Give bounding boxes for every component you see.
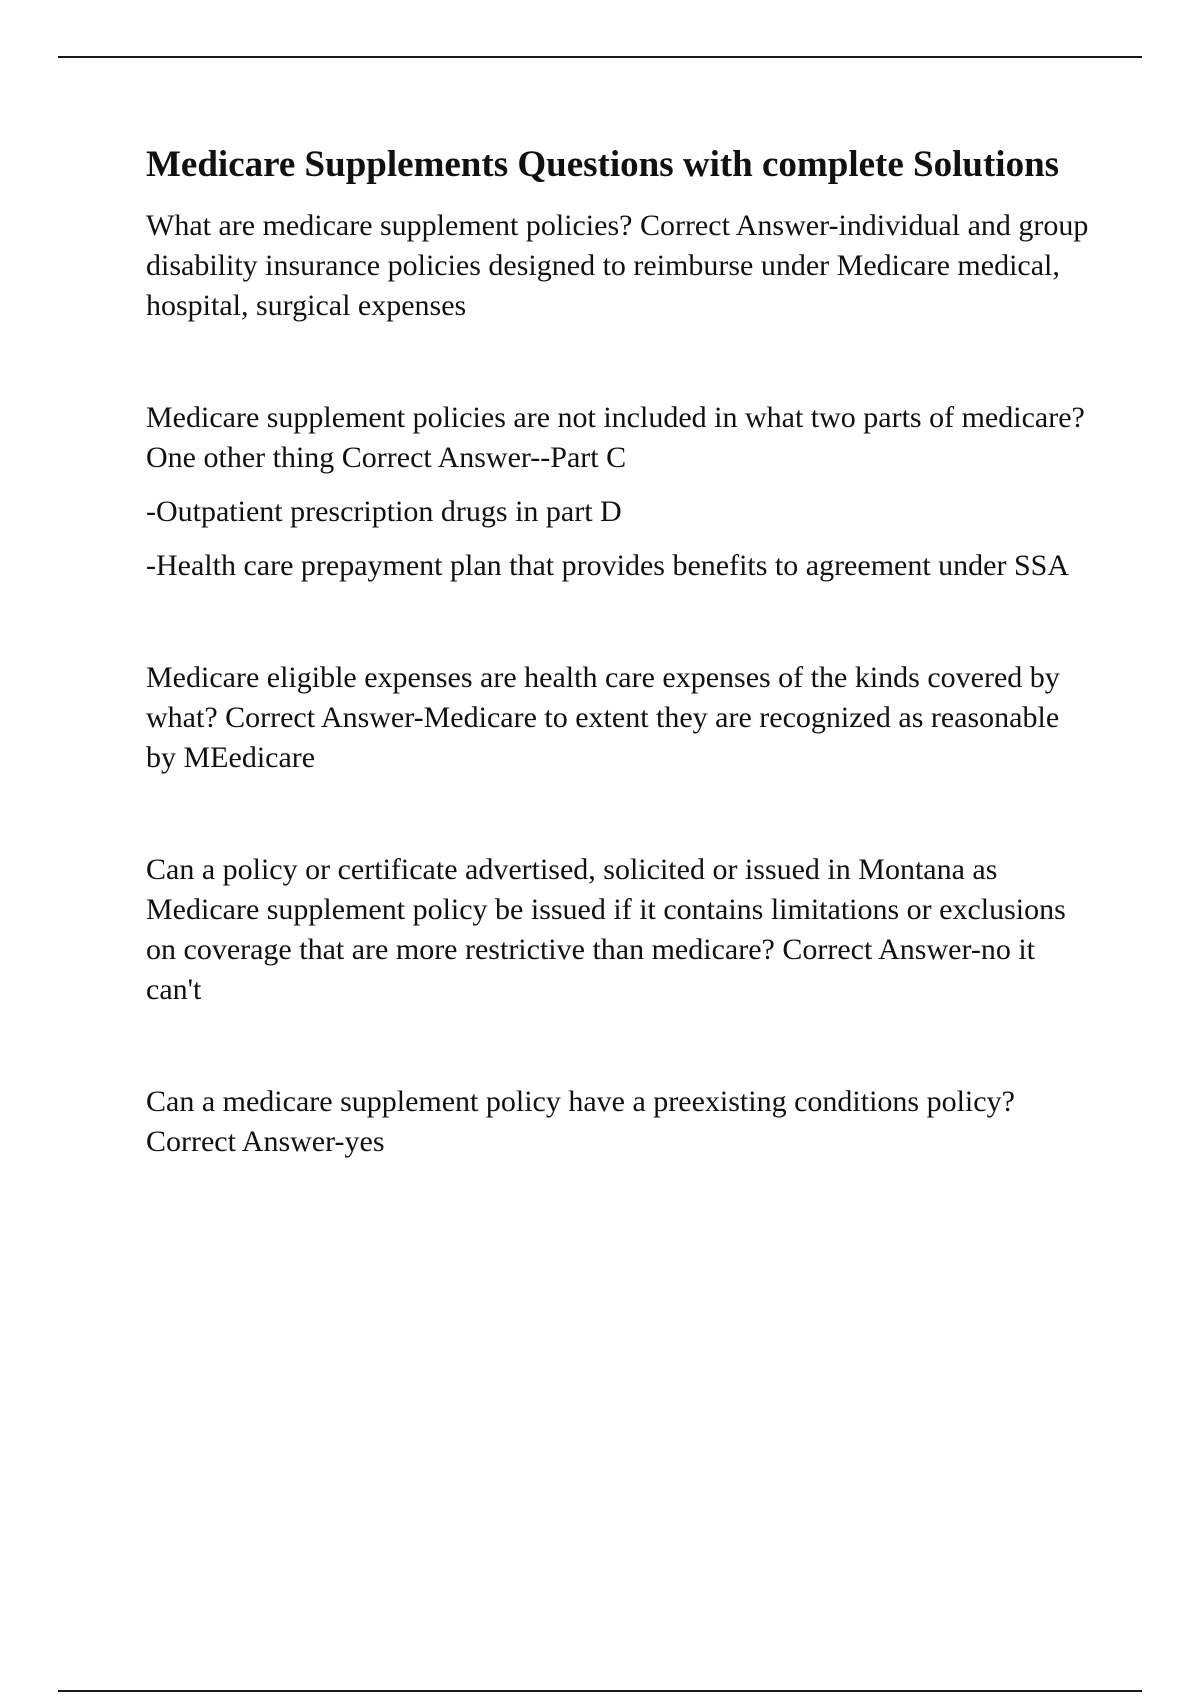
qa-paragraph-3: Medicare eligible expenses are health care expenses of the kinds covered by what? Correct Answer-Medicare to extent they are recognized as reasonable by MEedicare (146, 661, 1060, 774)
qa-paragraph-2: Medicare supplement policies are not included in what two parts of medicare? One other thing Correct Answer--Part C (146, 401, 1085, 474)
qa-paragraph-4: Can a policy or certificate advertised, solicited or issued in Montana as Medicare supplement policy be issued if it contains limitations or exclusions on coverage that are more restrictive than medicare? Correct Answer-no it can't (146, 853, 1066, 1006)
document-body (146, 140, 1096, 1162)
qa-paragraph-2-item-1: -Outpatient prescription drugs in part D (146, 495, 622, 528)
top-rule (58, 56, 1142, 58)
page-title: Medicare Supplements Questions with complete Solutions (146, 144, 1060, 185)
qa-paragraph-5: Can a medicare supplement policy have a preexisting conditions policy? Correct Answer-yes (146, 1085, 1015, 1158)
bottom-rule (58, 1690, 1142, 1692)
qa-paragraph-1: What are medicare supplement policies? Correct Answer-individual and group disability insurance policies designed to reimburse under Medicare medical, hospital, surgical expenses (146, 209, 1089, 322)
qa-paragraph-2-item-2: -Health care prepayment plan that provides benefits to agreement under SSA (146, 549, 1070, 582)
